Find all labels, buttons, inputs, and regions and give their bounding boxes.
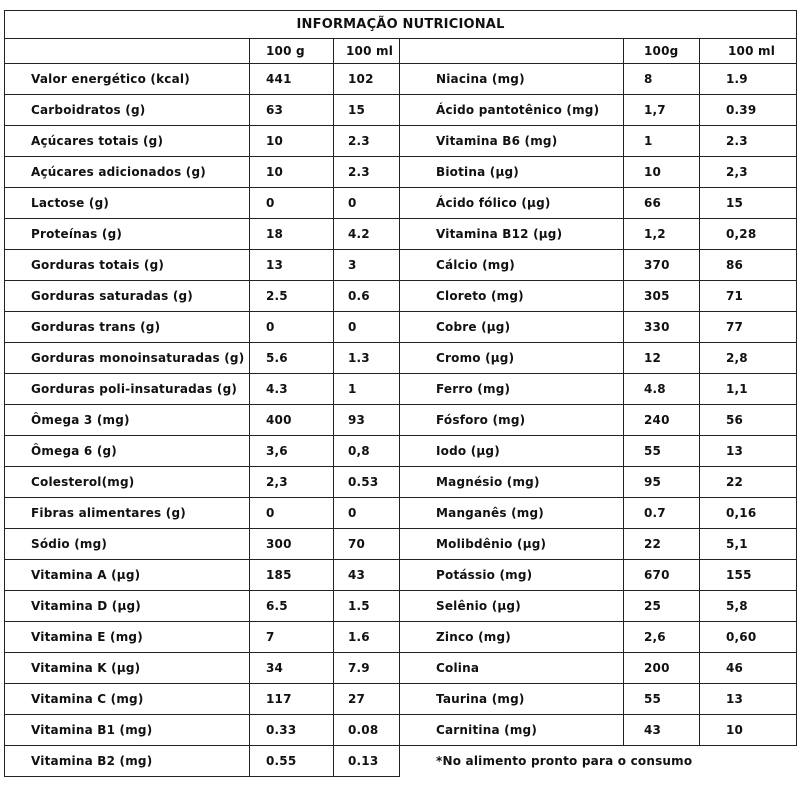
nutrient-name-left: Gorduras monoinsaturadas (g): [5, 343, 250, 374]
value-left-100g: 34: [250, 653, 334, 684]
nutrient-name-right: Cobre (µg): [400, 312, 624, 343]
value-right-100g: 55: [624, 684, 700, 715]
nutrient-name-left: Vitamina B1 (mg): [5, 715, 250, 746]
value-left-100g: 5.6: [250, 343, 334, 374]
nutrient-name-right: Manganês (mg): [400, 498, 624, 529]
header-blank-left: [5, 39, 250, 64]
value-right-100ml: 15: [700, 188, 797, 219]
table-row: [5, 250, 797, 281]
nutrient-name-right: Molibdênio (µg): [400, 529, 624, 560]
nutrient-name-left: Gorduras trans (g): [5, 312, 250, 343]
value-left-100g: 13: [250, 250, 334, 281]
value-left-100ml: 93: [334, 405, 400, 436]
value-right-100ml: 0.39: [700, 95, 797, 126]
value-right-100ml: 1,1: [700, 374, 797, 405]
value-right-100g: 0.7: [624, 498, 700, 529]
value-left-100ml: 4.2: [334, 219, 400, 250]
value-right-100g: 1,2: [624, 219, 700, 250]
value-right-100ml: 5,1: [700, 529, 797, 560]
value-right-100g: 370: [624, 250, 700, 281]
value-right-100ml: 13: [700, 436, 797, 467]
table-row-last: [5, 746, 797, 777]
value-left-100g: 4.3: [250, 374, 334, 405]
nutrient-name-right: Niacina (mg): [400, 64, 624, 95]
nutrient-name-left: Gorduras totais (g): [5, 250, 250, 281]
value-right-100ml: 77: [700, 312, 797, 343]
nutrient-name-right: Colina: [400, 653, 624, 684]
value-left-100g: 441: [250, 64, 334, 95]
value-right-100g: 1,7: [624, 95, 700, 126]
value-left-100ml: 0: [334, 498, 400, 529]
nutrient-name-left: Lactose (g): [5, 188, 250, 219]
value-right-100g: 2,6: [624, 622, 700, 653]
table-row: [5, 343, 797, 374]
table-row: [5, 312, 797, 343]
value-right-100ml: 155: [700, 560, 797, 591]
table-row: [5, 405, 797, 436]
nutrition-table: [4, 10, 797, 777]
table-row: [5, 653, 797, 684]
footnote: *No alimento pronto para o consumo: [400, 746, 797, 777]
table-row: [5, 126, 797, 157]
value-left-100g: 0: [250, 498, 334, 529]
value-right-100ml: 0,60: [700, 622, 797, 653]
table-row: [5, 467, 797, 498]
value-left-100ml: 27: [334, 684, 400, 715]
value-left-100ml: 2.3: [334, 157, 400, 188]
value-left-100g: 185: [250, 560, 334, 591]
table-row: [5, 436, 797, 467]
value-left-100ml: 0.08: [334, 715, 400, 746]
value-right-100g: 305: [624, 281, 700, 312]
value-left-100g: 0.33: [250, 715, 334, 746]
value-right-100ml: 1.9: [700, 64, 797, 95]
value-left-100ml: 1.6: [334, 622, 400, 653]
value-right-100ml: 46: [700, 653, 797, 684]
value-right-100ml: 71: [700, 281, 797, 312]
value-left-100ml: 0: [334, 312, 400, 343]
value-right-100ml: 10: [700, 715, 797, 746]
value-left-100g: 117: [250, 684, 334, 715]
table-row: [5, 157, 797, 188]
nutrient-name-left: Carboidratos (g): [5, 95, 250, 126]
header-left-100g: 100 g: [250, 39, 334, 64]
value-left-100g: 2,3: [250, 467, 334, 498]
header-right-100g: 100g: [624, 39, 700, 64]
nutrient-name-right: Vitamina B6 (mg): [400, 126, 624, 157]
value-right-100g: 25: [624, 591, 700, 622]
nutrient-name-right: Cromo (µg): [400, 343, 624, 374]
value-left-100ml: 3: [334, 250, 400, 281]
nutrient-name-left: Gorduras saturadas (g): [5, 281, 250, 312]
value-right-100ml: 5,8: [700, 591, 797, 622]
value-left-100g: 7: [250, 622, 334, 653]
value-left-100ml: 1.5: [334, 591, 400, 622]
nutrient-name-left: Vitamina K (µg): [5, 653, 250, 684]
value-right-100g: 10: [624, 157, 700, 188]
value-left-100ml: 15: [334, 95, 400, 126]
table-row: [5, 281, 797, 312]
value-left-100ml: 0: [334, 188, 400, 219]
nutrient-name-right: Fósforo (mg): [400, 405, 624, 436]
value-right-100ml: 0,28: [700, 219, 797, 250]
nutrient-name: Vitamina B2 (mg): [5, 746, 250, 777]
nutrient-name-left: Sódio (mg): [5, 529, 250, 560]
nutrient-name-right: Potássio (mg): [400, 560, 624, 591]
nutrient-name-right: Taurina (mg): [400, 684, 624, 715]
nutrient-name-left: Açúcares totais (g): [5, 126, 250, 157]
value-left-100g: 10: [250, 157, 334, 188]
table-row: [5, 591, 797, 622]
value-left-100g: 2.5: [250, 281, 334, 312]
value-right-100g: 22: [624, 529, 700, 560]
table-body: [5, 64, 797, 777]
header-row: [5, 39, 797, 64]
header-left-100ml: 100 ml: [334, 39, 400, 64]
value-left-100g: 0: [250, 188, 334, 219]
nutrient-name-right: Iodo (µg): [400, 436, 624, 467]
value-right-100g: 4.8: [624, 374, 700, 405]
table-row: [5, 622, 797, 653]
value-left-100g: 3,6: [250, 436, 334, 467]
nutrient-name-left: Ômega 3 (mg): [5, 405, 250, 436]
value-left-100ml: 7.9: [334, 653, 400, 684]
value-right-100g: 330: [624, 312, 700, 343]
value-left-100ml: 1: [334, 374, 400, 405]
table-row: [5, 560, 797, 591]
nutrient-name-left: Vitamina D (µg): [5, 591, 250, 622]
value-left-100ml: 0.6: [334, 281, 400, 312]
value-right-100ml: 0,16: [700, 498, 797, 529]
nutrient-name-right: Biotina (µg): [400, 157, 624, 188]
value-left-100ml: 0,8: [334, 436, 400, 467]
value-right-100g: 55: [624, 436, 700, 467]
header-right-100ml: 100 ml: [700, 39, 797, 64]
nutrient-name-left: Ômega 6 (g): [5, 436, 250, 467]
value-left-100g: 300: [250, 529, 334, 560]
value-right-100g: 1: [624, 126, 700, 157]
nutrient-name-right: Selênio (µg): [400, 591, 624, 622]
nutrient-name-left: Fibras alimentares (g): [5, 498, 250, 529]
nutrient-name-right: Ácido fólico (µg): [400, 188, 624, 219]
value-left-100g: 0: [250, 312, 334, 343]
value-right-100g: 66: [624, 188, 700, 219]
table-row: [5, 715, 797, 746]
value-right-100g: 670: [624, 560, 700, 591]
table-row: [5, 188, 797, 219]
nutrient-name-left: Colesterol(mg): [5, 467, 250, 498]
table-row: [5, 64, 797, 95]
nutrient-name-left: Gorduras poli-insaturadas (g): [5, 374, 250, 405]
value-100ml: 0.13: [334, 746, 400, 777]
value-right-100ml: 56: [700, 405, 797, 436]
value-left-100g: 400: [250, 405, 334, 436]
value-left-100ml: 102: [334, 64, 400, 95]
nutrient-name-right: Zinco (mg): [400, 622, 624, 653]
nutrient-name-left: Proteínas (g): [5, 219, 250, 250]
nutrient-name-right: Cloreto (mg): [400, 281, 624, 312]
table-row: [5, 529, 797, 560]
value-right-100g: 43: [624, 715, 700, 746]
nutrient-name-left: Açúcares adicionados (g): [5, 157, 250, 188]
table-row: [5, 684, 797, 715]
value-left-100ml: 43: [334, 560, 400, 591]
value-left-100g: 6.5: [250, 591, 334, 622]
value-right-100g: 12: [624, 343, 700, 374]
nutrient-name-right: Ácido pantotênico (mg): [400, 95, 624, 126]
value-left-100ml: 0.53: [334, 467, 400, 498]
nutrient-name-right: Cálcio (mg): [400, 250, 624, 281]
table-row: [5, 95, 797, 126]
nutrient-name-left: Vitamina C (mg): [5, 684, 250, 715]
value-right-100ml: 2.3: [700, 126, 797, 157]
nutrition-table-wrapper: [4, 10, 796, 777]
value-right-100g: 8: [624, 64, 700, 95]
table-row: [5, 374, 797, 405]
nutrient-name-right: Magnésio (mg): [400, 467, 624, 498]
value-right-100g: 95: [624, 467, 700, 498]
header-blank-right: [400, 39, 624, 64]
nutrient-name-right: Vitamina B12 (µg): [400, 219, 624, 250]
value-right-100ml: 86: [700, 250, 797, 281]
value-left-100g: 63: [250, 95, 334, 126]
value-left-100g: 18: [250, 219, 334, 250]
table-row: [5, 219, 797, 250]
value-left-100ml: 70: [334, 529, 400, 560]
value-right-100ml: 2,3: [700, 157, 797, 188]
value-right-100ml: 22: [700, 467, 797, 498]
nutrient-name-right: Ferro (mg): [400, 374, 624, 405]
value-right-100ml: 13: [700, 684, 797, 715]
nutrient-name-left: Valor energético (kcal): [5, 64, 250, 95]
nutrient-name-left: Vitamina A (µg): [5, 560, 250, 591]
value-left-100ml: 2.3: [334, 126, 400, 157]
table-title: INFORMAÇÃO NUTRICIONAL: [5, 11, 797, 39]
table-row: [5, 498, 797, 529]
value-right-100ml: 2,8: [700, 343, 797, 374]
value-100g: 0.55: [250, 746, 334, 777]
value-left-100g: 10: [250, 126, 334, 157]
nutrient-name-right: Carnitina (mg): [400, 715, 624, 746]
value-right-100g: 200: [624, 653, 700, 684]
nutrient-name-left: Vitamina E (mg): [5, 622, 250, 653]
value-right-100g: 240: [624, 405, 700, 436]
value-left-100ml: 1.3: [334, 343, 400, 374]
